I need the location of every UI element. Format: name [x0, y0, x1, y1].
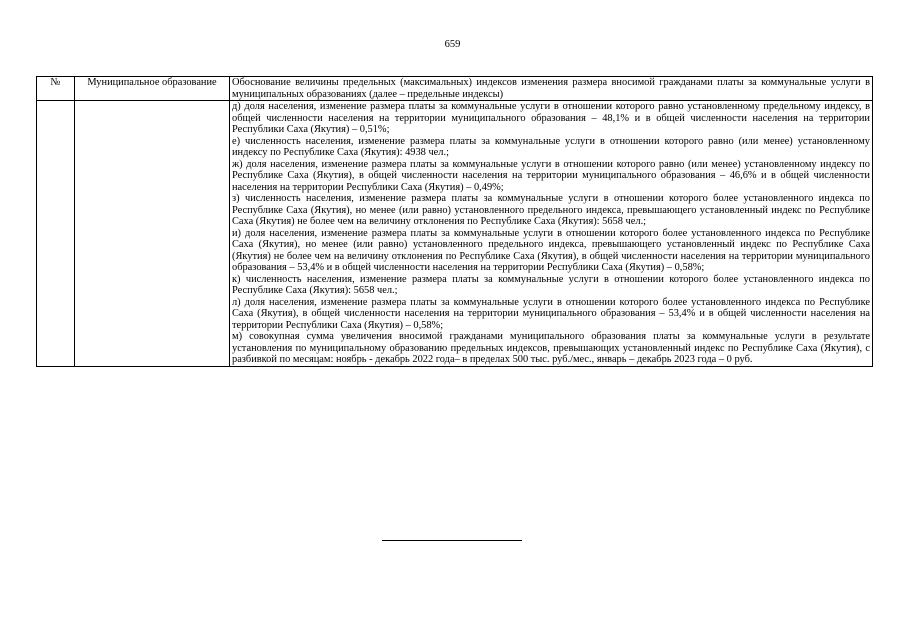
paragraph-l: л) доля населения, изменение размера платы за коммунальные услуги в отношении которого более установленного индекса по Республике Саха (Якутия), в общей численности населения на территории муниципального образования – 53,4% и в общей численности населения на территории Республики Саха (Якутия) – 0,58%; [232, 296, 870, 331]
cell-justification [230, 101, 873, 367]
header-justification: Обоснование величины предельных (максимальных) индексов изменения размера вносимой гражданами платы за коммунальные услуги в муниципальных образованиях (далее – предельные индексы) [230, 77, 873, 101]
paragraph-z: з) численность населения, изменение размера платы за коммунальные услуги в отношении которого более установленного индекса по Республике Саха (Якутия), но менее (или равно) установленного предельного индекса, превышающего установленный индекс по Республике Саха (Якутия) не более чем на величину отклонения по Республике Саха (Якутия): 5658 чел.; [232, 193, 870, 227]
paragraph-m: м) совокупная сумма увеличения вносимой гражданами муниципального образования платы за коммунальные услуги в результате установления по муниципальному образованию предельных индексов, превышающих установленный индекс по Республике Саха (Якутия), с разбивкой по месяцам: ноябрь - декабрь 2022 года– в пределах 500 тыс. руб./мес., январь – декабрь 2023 года – 0 руб. [232, 331, 870, 365]
header-number: № [37, 77, 75, 101]
table-row [37, 101, 873, 367]
cell-municipality [75, 101, 230, 367]
paragraph-e: е) численность населения, изменение размера платы за коммунальные услуги в отношении которого равно (или менее) установленному индексу по Республике Саха (Якутия): 4938 чел.; [232, 135, 870, 158]
header-municipality: Муниципальное образование [75, 77, 230, 101]
table-header-row [37, 77, 873, 101]
paragraph-zh: ж) доля населения, изменение размера платы за коммунальные услуги в отношении которого равно (или менее) установленному индексу по Республике Саха (Якутия), в общей численности населения на территории муниципального образования – 46,6% и в общей численности населения на территории Республики Саха (Якутия) – 0,49%; [232, 158, 870, 193]
page-number: 659 [444, 39, 461, 50]
cell-number [37, 101, 75, 367]
paragraph-i: и) доля населения, изменение размера платы за коммунальные услуги в отношении которого более установленного индекса по Республике Саха (Якутия), но менее (или равно) установленного предельного индекса, превышающего установленный индекс по Республике Саха (Якутия) не более чем на величину отклонения по Республике Саха (Якутия), в общей численности населения на территории муниципального образования – 53,4% и в общей численности населения на территории Республики Саха (Якутия) – 0,58%; [232, 227, 870, 273]
paragraph-k: к) численность населения, изменение размера платы за коммунальные услуги в отношении которого более установленного индекса по Республике Саха (Якутия): 5658 чел.; [232, 273, 870, 296]
paragraph-d: д) доля населения, изменение размера платы за коммунальные услуги в отношении которого равно установленному предельному индексу, в общей численности населения на территории муниципального образования – 48,1% и в общей численности населения на территории Республики Саха (Якутия) – 0,51%; [232, 101, 870, 135]
footer-separator-line [382, 540, 522, 541]
justification-table [36, 76, 873, 367]
